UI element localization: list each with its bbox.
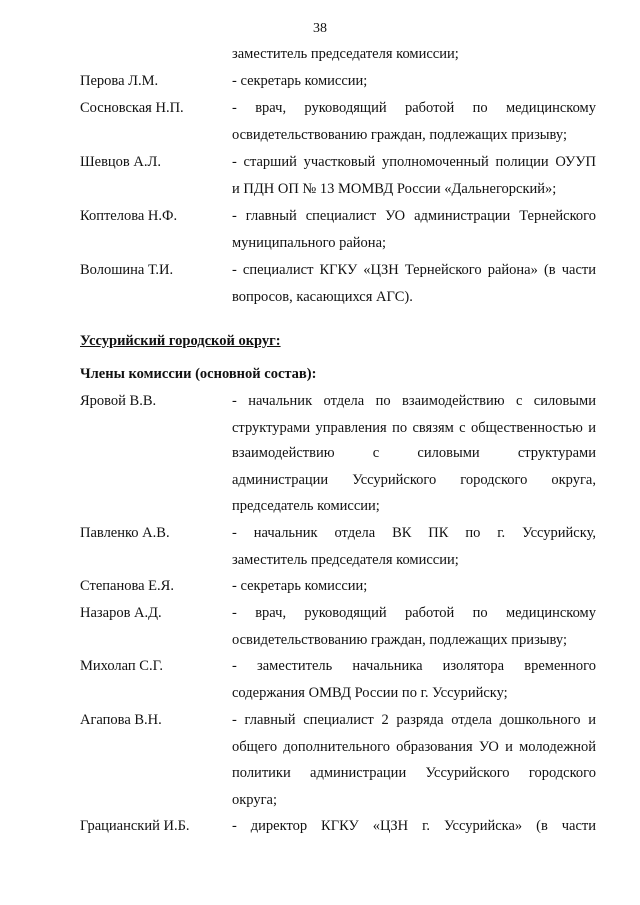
section-heading: Уссурийский городской округ: xyxy=(80,333,281,349)
member-name: Агапова В.Н. xyxy=(80,712,162,728)
duty-line: администрации Уссурийского городского округа, xyxy=(232,472,596,488)
duty-line: председатель комиссии; xyxy=(232,498,380,514)
duty-line: и ПДН ОП № 13 МОМВД России «Дальнегорский»; xyxy=(232,181,557,197)
duty-line: - секретарь комиссии; xyxy=(232,73,368,89)
duty-line: содержания ОМВД России по г. Уссурийску; xyxy=(232,685,508,701)
member-name: Михолап С.Г. xyxy=(80,658,163,674)
duty-line: общего дополнительного образования УО и молодежной xyxy=(232,739,596,755)
page-number: 38 xyxy=(313,21,327,36)
duty-line: освидетельствованию граждан, подлежащих призыву; xyxy=(232,632,567,648)
duty-line: - врач, руководящий работой по медицинскому xyxy=(232,100,596,116)
member-name: Яровой В.В. xyxy=(80,393,157,409)
member-name: Степанова Е.Я. xyxy=(80,578,174,594)
duty-line: - начальник отдела ВК ПК по г. Уссурийску, xyxy=(232,525,596,541)
duty-line: муниципального района; xyxy=(232,235,387,251)
member-name: Перова Л.М. xyxy=(80,73,159,89)
member-name: Павленко А.В. xyxy=(80,525,170,541)
member-name: Сосновская Н.П. xyxy=(80,100,184,116)
duty-line: заместитель председателя комиссии; xyxy=(232,46,459,62)
duty-line: заместитель председателя комиссии; xyxy=(232,552,459,568)
duty-line: - главный специалист 2 разряда отдела дошкольного и xyxy=(232,712,596,728)
member-name: Грацианский И.Б. xyxy=(80,818,190,834)
member-name: Коптелова Н.Ф. xyxy=(80,208,178,224)
duty-line: - врач, руководящий работой по медицинскому xyxy=(232,605,596,621)
duty-line: - начальник отдела по взаимодействию с силовыми xyxy=(232,393,596,409)
member-name: Назаров А.Д. xyxy=(80,605,162,621)
member-name: Шевцов А.Л. xyxy=(80,154,161,170)
duty-line: округа; xyxy=(232,792,278,808)
duty-line: освидетельствованию граждан, подлежащих призыву; xyxy=(232,127,567,143)
duty-line: взаимодействию с силовыми структурами xyxy=(232,445,596,461)
duty-line: - специалист КГКУ «ЦЗН Тернейского района» (в части xyxy=(232,262,596,278)
duty-line: структурами управления по связям с общественностью и xyxy=(232,420,596,436)
duty-line: - старший участковый уполномоченный полиции ОУУП xyxy=(232,154,596,170)
members-heading: Члены комиссии (основной состав): xyxy=(80,366,317,382)
duty-line: - директор КГКУ «ЦЗН г. Уссурийска» (в части xyxy=(232,818,596,834)
duty-line: политики администрации Уссурийского городского xyxy=(232,765,596,781)
member-name: Волошина Т.И. xyxy=(80,262,174,278)
duty-line: - секретарь комиссии; xyxy=(232,578,368,594)
duty-line: вопросов, касающихся АГС). xyxy=(232,289,413,305)
duty-line: - главный специалист УО администрации Тернейского xyxy=(232,208,596,224)
duty-line: - заместитель начальника изолятора временного xyxy=(232,658,596,674)
